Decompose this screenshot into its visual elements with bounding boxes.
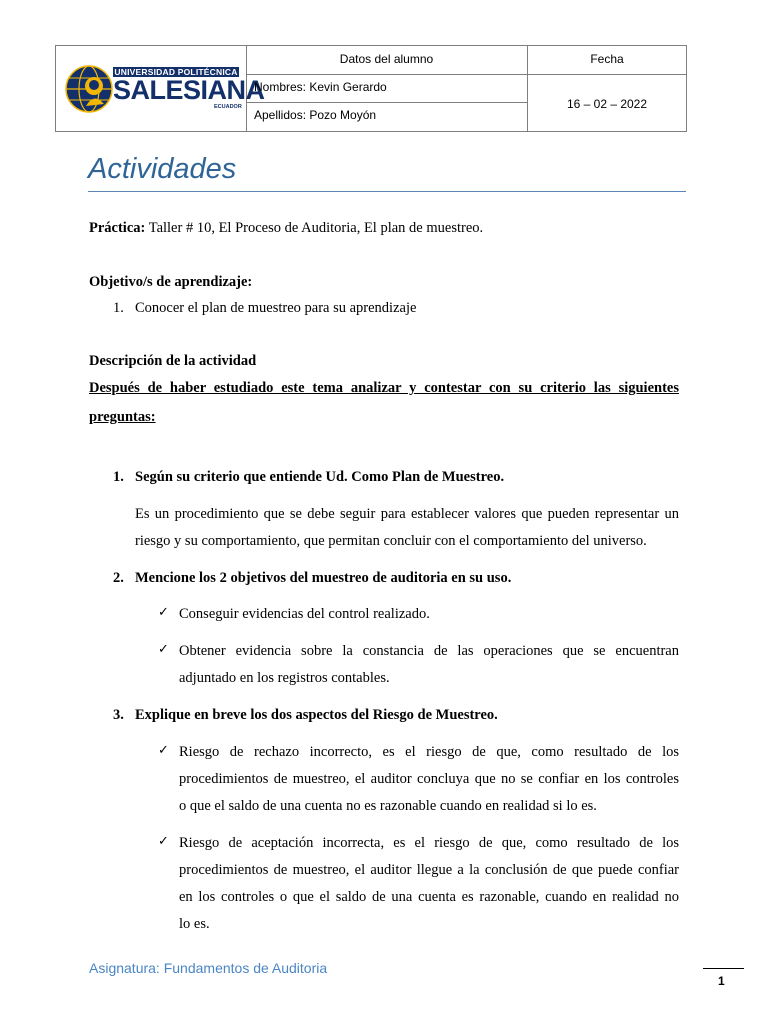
student-surnames: Apellidos: Pozo Moyón: [254, 108, 377, 122]
question-number: 2.: [113, 570, 124, 586]
practice-line: [89, 219, 483, 237]
table-divider: [246, 102, 527, 103]
title-divider: [88, 191, 686, 192]
answer-2-bullet-2-line-1: Obtener evidencia sobre la constancia de las operaciones que se encuentran: [179, 643, 679, 659]
checkmark-icon: ✓: [158, 642, 169, 657]
checkmark-icon: ✓: [158, 605, 169, 620]
answer-3-bullet-2-line-2: procedimientos de muestreo, el auditor llegue a la conclusión de que puede confiar: [179, 862, 679, 878]
page-number: 1: [718, 974, 725, 988]
footer-subject: Asignatura: Fundamentos de Auditoria: [89, 960, 328, 976]
answer-2-bullet-2-line-2: adjuntado en los registros contables.: [179, 670, 390, 686]
university-logo: [64, 64, 265, 116]
objective-heading: Objetivo/s de aprendizaje:: [89, 274, 253, 290]
logo-brand-name: SALESIANA: [113, 75, 265, 105]
answer-3-bullet-2-line-4: lo es.: [179, 916, 210, 932]
question-number: 1.: [113, 469, 124, 485]
student-data-heading: Datos del alumno: [339, 52, 434, 66]
logo-country: ECUADOR: [214, 104, 242, 110]
objective-item-number: 1.: [113, 300, 124, 316]
answer-3-bullet-2-line-1: Riesgo de aceptación incorrecta, es el riesgo de que, como resultado de los: [179, 835, 679, 851]
description-heading: Descripción de la actividad: [89, 353, 257, 369]
answer-2-bullet-1: Conseguir evidencias del control realizado.: [179, 606, 430, 622]
objective-item: Conocer el plan de muestreo para su aprendizaje: [135, 300, 417, 316]
answer-3-bullet-1-line-1: Riesgo de rechazo incorrecto, es el riesgo de que, como resultado de los: [179, 744, 679, 760]
page-title: Actividades: [88, 153, 237, 185]
date-value: 16 – 02 – 2022: [566, 97, 648, 111]
page-number-divider: [703, 968, 744, 969]
answer-1-line-1: Es un procedimiento que se debe seguir para establecer valores que pueden representar un: [135, 506, 679, 522]
header-table: [55, 45, 687, 132]
answer-3-bullet-1-line-3: o que el saldo de una cuenta no es razonable cuando en realidad si lo es.: [179, 798, 597, 814]
checkmark-icon: ✓: [158, 834, 169, 849]
table-divider: [246, 74, 686, 75]
student-names: Nombres: Kevin Gerardo: [254, 80, 387, 94]
question-1-text: Según su criterio que entiende Ud. Como Plan de Muestreo.: [135, 469, 505, 485]
globe-icon: [64, 64, 114, 114]
practice-text: Taller # 10, El Proceso de Auditoria, El plan de muestreo.: [145, 220, 484, 236]
answer-1-line-2: riesgo y su comportamiento, que permitan concluir con el comportamiento del universo.: [135, 533, 647, 549]
question-3-text: Explique en breve los dos aspectos del Riesgo de Muestreo.: [135, 707, 498, 723]
instruction-line-2: preguntas:: [89, 409, 156, 425]
answer-3-bullet-2-line-3: en los controles o que el saldo de una cuenta es razonable, cuando en realidad no: [179, 889, 679, 905]
answer-3-bullet-1-line-2: procedimientos de muestreo, el auditor concluya que no se confiar en los controles: [179, 771, 679, 787]
question-2-text: Mencione los 2 objetivos del muestreo de auditoria en su uso.: [135, 570, 512, 586]
instruction-line-1: Después de haber estudiado este tema analizar y contestar con su criterio las siguientes: [89, 380, 679, 396]
practice-label: Práctica:: [89, 220, 146, 236]
date-heading: Fecha: [590, 52, 624, 66]
checkmark-icon: ✓: [158, 743, 169, 758]
question-number: 3.: [113, 707, 124, 723]
logo-university-line: UNIVERSIDAD POLITÉCNICA: [114, 67, 238, 77]
